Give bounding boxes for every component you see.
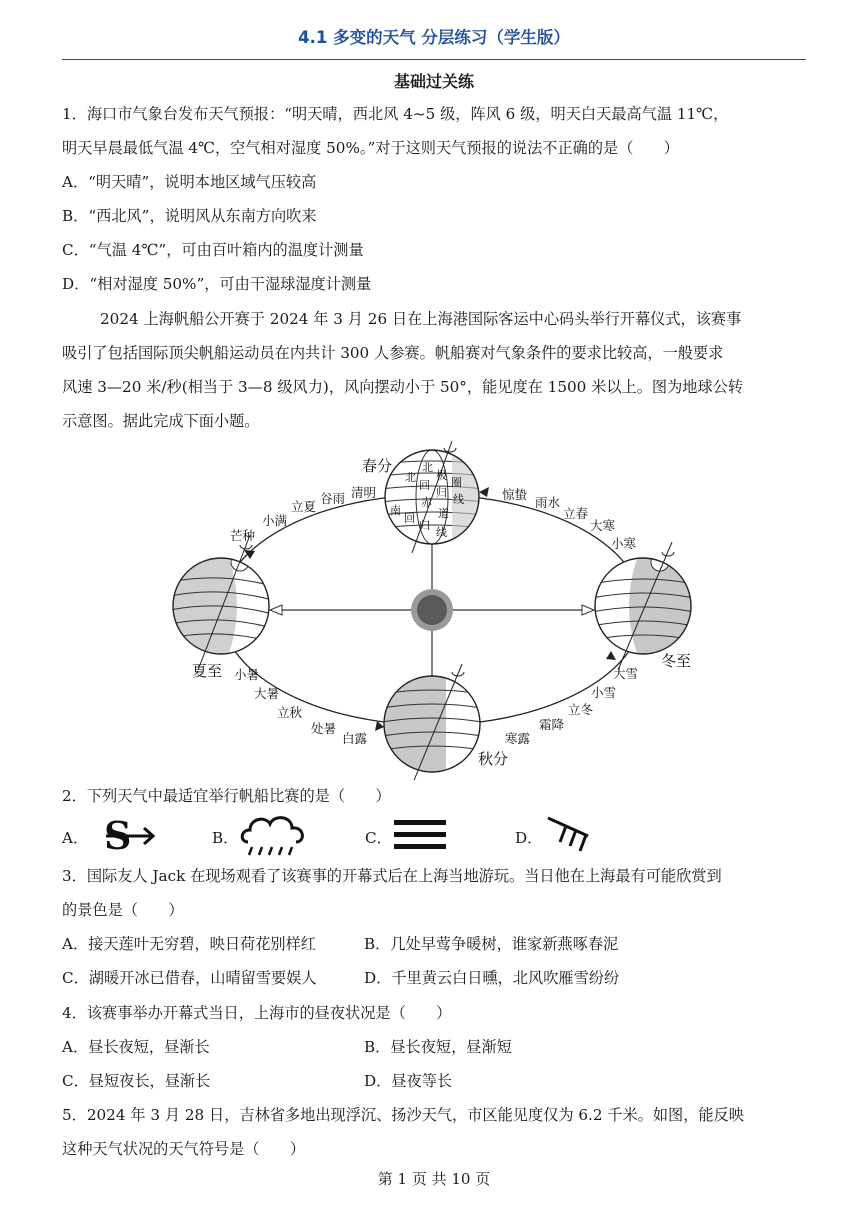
solar-term-label: 雨水: [535, 495, 561, 510]
page-number: 第 1 页 共 10 页: [377, 1170, 491, 1188]
solar-term-label: 小暑: [234, 667, 260, 682]
solar-term-label: 大雪: [613, 666, 639, 681]
orbit-arrow-spring: [479, 487, 489, 497]
solar-term-label: 谷雨: [320, 491, 346, 506]
q4-stem: 4．该赛事举办开幕式当日，上海市的昼夜状况是（ ）: [62, 1004, 452, 1022]
solar-term-label: 芒种: [230, 528, 256, 543]
q1-option-b: B．“西北风”，说明风从东南方向吹来: [62, 207, 317, 225]
q2-option-b-label: B．: [212, 829, 239, 847]
passage-line1: 2024 上海帆船公开赛于 2024 年 3 月 26 日在上海港国际客运中心码头举行开幕仪式，该赛事: [100, 310, 742, 328]
solar-term-label: 清明: [351, 485, 377, 500]
earth-revolution-diagram: [160, 440, 710, 780]
q3-option-d: D．千里黄云白日曛，北风吹雁雪纷纷: [364, 969, 620, 987]
globe-label-tropic-capricorn: 南: [390, 504, 401, 517]
solar-term-label: 大暑: [254, 686, 280, 701]
solar-term-label: 霜降: [539, 717, 565, 732]
passage-line4: 示意图。据此完成下面小题。: [62, 412, 260, 430]
solar-term-label: 处暑: [311, 721, 337, 736]
solar-term-label: 惊蛰: [502, 487, 528, 502]
orbit-arrow-winter: [606, 651, 616, 660]
q2-option-c-label: C．: [365, 829, 392, 847]
globe-label-arctic: 极: [436, 469, 447, 482]
globe-label-tropic-capricorn: 回: [404, 512, 415, 525]
svg-text:S: S: [104, 816, 132, 856]
solar-term-label: 立夏: [291, 499, 317, 514]
solar-term-label: 白露: [342, 731, 368, 746]
q5-stem-line1: 5．2024 年 3 月 28 日，吉林省多地出现浮沉、扬沙天气，市区能见度仅为 6.2 千米。如图，能反映: [62, 1106, 744, 1124]
autumn-equinox-globe: [382, 664, 482, 780]
q3-option-c: C．湖暖开冰已借春，山晴留雪要娱人: [62, 969, 317, 987]
globe-label-tropic-cancer: 线: [453, 493, 464, 506]
document-header-title: 4.1 多变的天气 分层练习（学生版）: [298, 28, 570, 47]
globe-label-tropic-capricorn: 归: [419, 519, 430, 532]
label-summer-solstice: 夏至: [192, 662, 223, 680]
q5-stem-line2: 这种天气状况的天气符号是（ ）: [62, 1140, 305, 1158]
label-autumn-equinox: 秋分: [478, 750, 509, 768]
q3-stem-line1: 3．国际友人 Jack 在现场观看了该赛事的开幕式后在上海当地游玩。当日他在上海最有可能欣赏到: [62, 867, 722, 885]
rain-cloud-symbol-icon: [240, 812, 310, 860]
q1-option-c: C．“气温 4℃”，可由百叶箱内的温度计测量: [62, 241, 364, 259]
globe-label-tropic-capricorn: 线: [436, 526, 447, 539]
wind-barb-symbol-icon: [544, 810, 594, 856]
q2-stem: 2．下列天气中最适宜举行帆船比赛的是（ ）: [62, 787, 391, 805]
solar-term-label: 寒露: [505, 731, 531, 746]
q3-option-a: A．接天莲叶无穷碧，映日荷花别样红: [62, 935, 316, 953]
orbit-arrow-summer: [244, 550, 255, 559]
q2-option-a-label: A．: [62, 829, 89, 847]
solar-term-label: 立春: [563, 506, 589, 521]
orbit-arrow-autumn: [375, 721, 384, 731]
globe-label-equator: 赤: [421, 496, 432, 509]
globe-label-tropic-cancer: 北: [405, 471, 416, 484]
label-spring-equinox: 春分: [362, 457, 393, 475]
q4-option-c: C．昼短夜长，昼渐长: [62, 1072, 211, 1090]
sun-icon: [411, 589, 453, 631]
header-divider: [62, 59, 806, 60]
globe-label-tropic-cancer: 归: [436, 486, 447, 499]
solar-term-label: 小寒: [611, 536, 637, 551]
label-winter-solstice: 冬至: [661, 652, 692, 670]
solar-term-label: 立秋: [277, 705, 303, 720]
q1-option-a: A．“明天晴”，说明本地区域气压较高: [62, 173, 317, 191]
passage-line2: 吸引了包括国际顶尖帆船运动员在内共计 300 人参赛。帆船赛对气象条件的要求比较高，一般要求: [62, 344, 724, 362]
solar-term-label: 大寒: [590, 518, 616, 533]
globe-label-tropic-cancer: 回: [419, 479, 430, 492]
sandstorm-symbol-icon: [102, 816, 158, 856]
globe-label-arctic: 圈: [451, 476, 462, 489]
solar-term-label: 立冬: [568, 702, 594, 717]
solar-term-label: 小雪: [591, 685, 617, 700]
q4-option-a: A．昼长夜短，昼渐长: [62, 1038, 210, 1056]
q1-stem-line1: 1．海口市气象台发布天气预报：“明天晴，西北风 4~5 级，阵风 6 级，明天白天最高气温 11℃，: [62, 105, 729, 123]
q1-stem-line2: 明天早晨最低气温 4℃，空气相对湿度 50%。”对于这则天气预报的说法不正确的是（ ）: [62, 139, 679, 157]
winter-solstice-globe: [592, 542, 694, 670]
q2-option-d-label: D．: [515, 829, 543, 847]
summer-solstice-globe: [170, 535, 275, 670]
solar-term-label: 小满: [262, 513, 288, 528]
q4-option-d: D．昼夜等长: [364, 1072, 453, 1090]
globe-label-arctic: 北: [422, 461, 433, 474]
q4-option-b: B．昼长夜短，昼渐短: [364, 1038, 512, 1056]
q1-option-d: D．“相对湿度 50%”，可由干湿球湿度计测量: [62, 275, 372, 293]
section-title: 基础过关练: [393, 72, 474, 91]
q3-stem-line2: 的景色是（ ）: [62, 901, 184, 919]
globe-label-equator: 道: [438, 507, 449, 520]
q3-option-b: B．几处早莺争暖树，谁家新燕啄春泥: [364, 935, 619, 953]
passage-line3: 风速 3—20 米/秒(相当于 3—8 级风力)，风向摆动小于 50°，能见度在 1500 米以上。图为地球公转: [62, 378, 744, 396]
fog-symbol-icon: [392, 816, 450, 854]
